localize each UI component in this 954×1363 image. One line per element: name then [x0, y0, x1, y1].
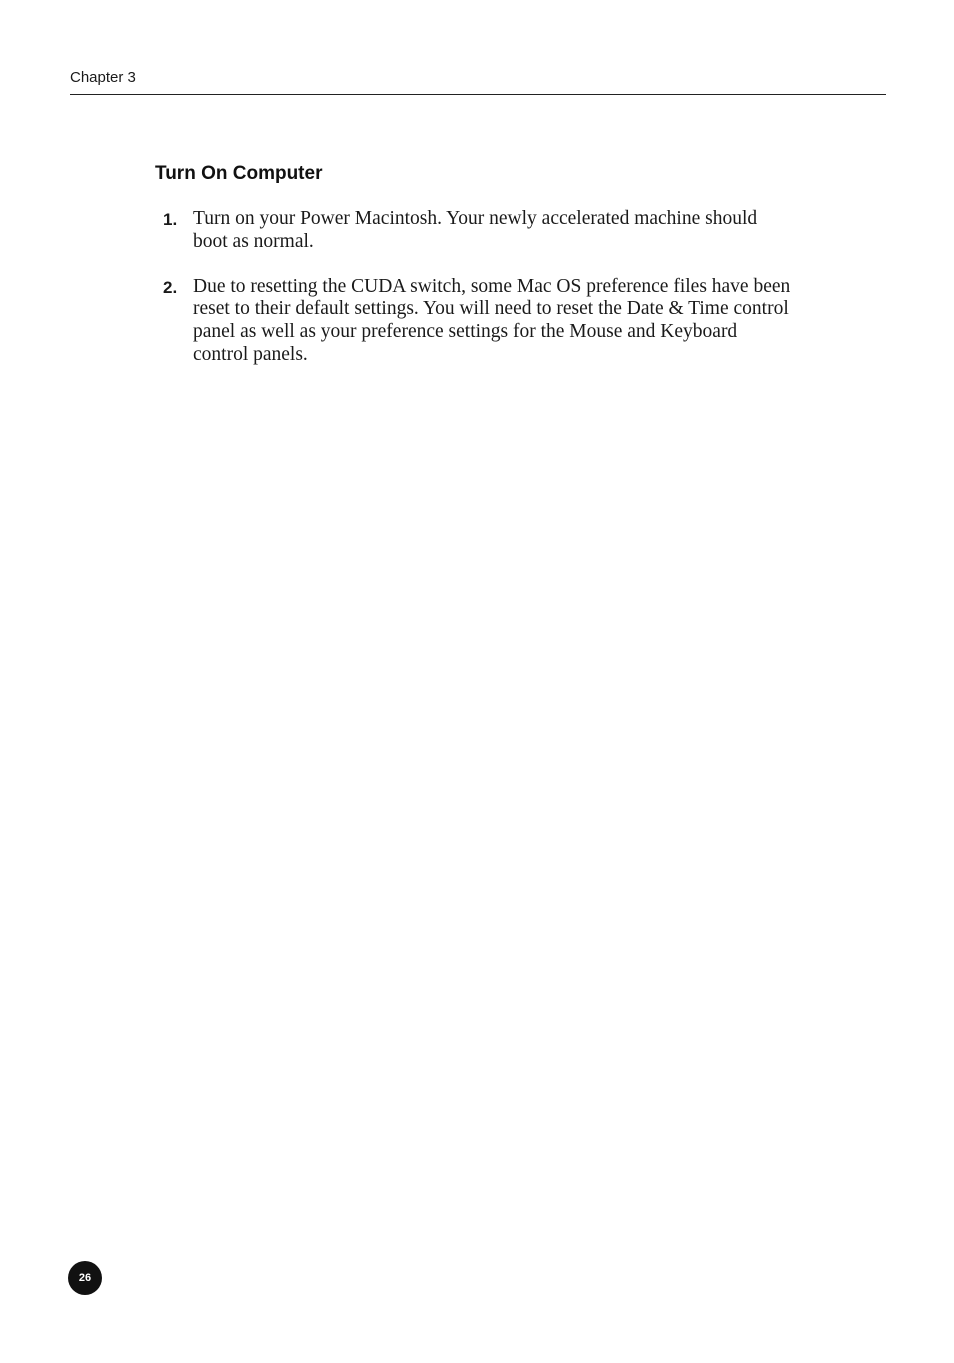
step-item [155, 276, 795, 367]
step-number: 1. [163, 210, 178, 229]
step-number: 2. [163, 277, 178, 297]
section-heading: Turn On Computer [155, 163, 323, 184]
running-header [70, 68, 886, 95]
step-text: Turn on your Power Macintosh. Your newly accelerated machine should boot as normal. [193, 208, 758, 252]
page-number: 26 [78, 1272, 92, 1284]
chapter-label: Chapter 3 [70, 69, 136, 86]
step-item [155, 208, 795, 254]
steps-list [155, 208, 795, 367]
main-content [155, 160, 795, 389]
page-number-badge [68, 1261, 102, 1295]
step-text: Due to resetting the CUDA switch, some Mac OS preference files have been reset to their default settings. You will need to reset the Date & Time control panel as well as your preference settings for the Mouse and Keyboard control panels. [193, 275, 791, 365]
